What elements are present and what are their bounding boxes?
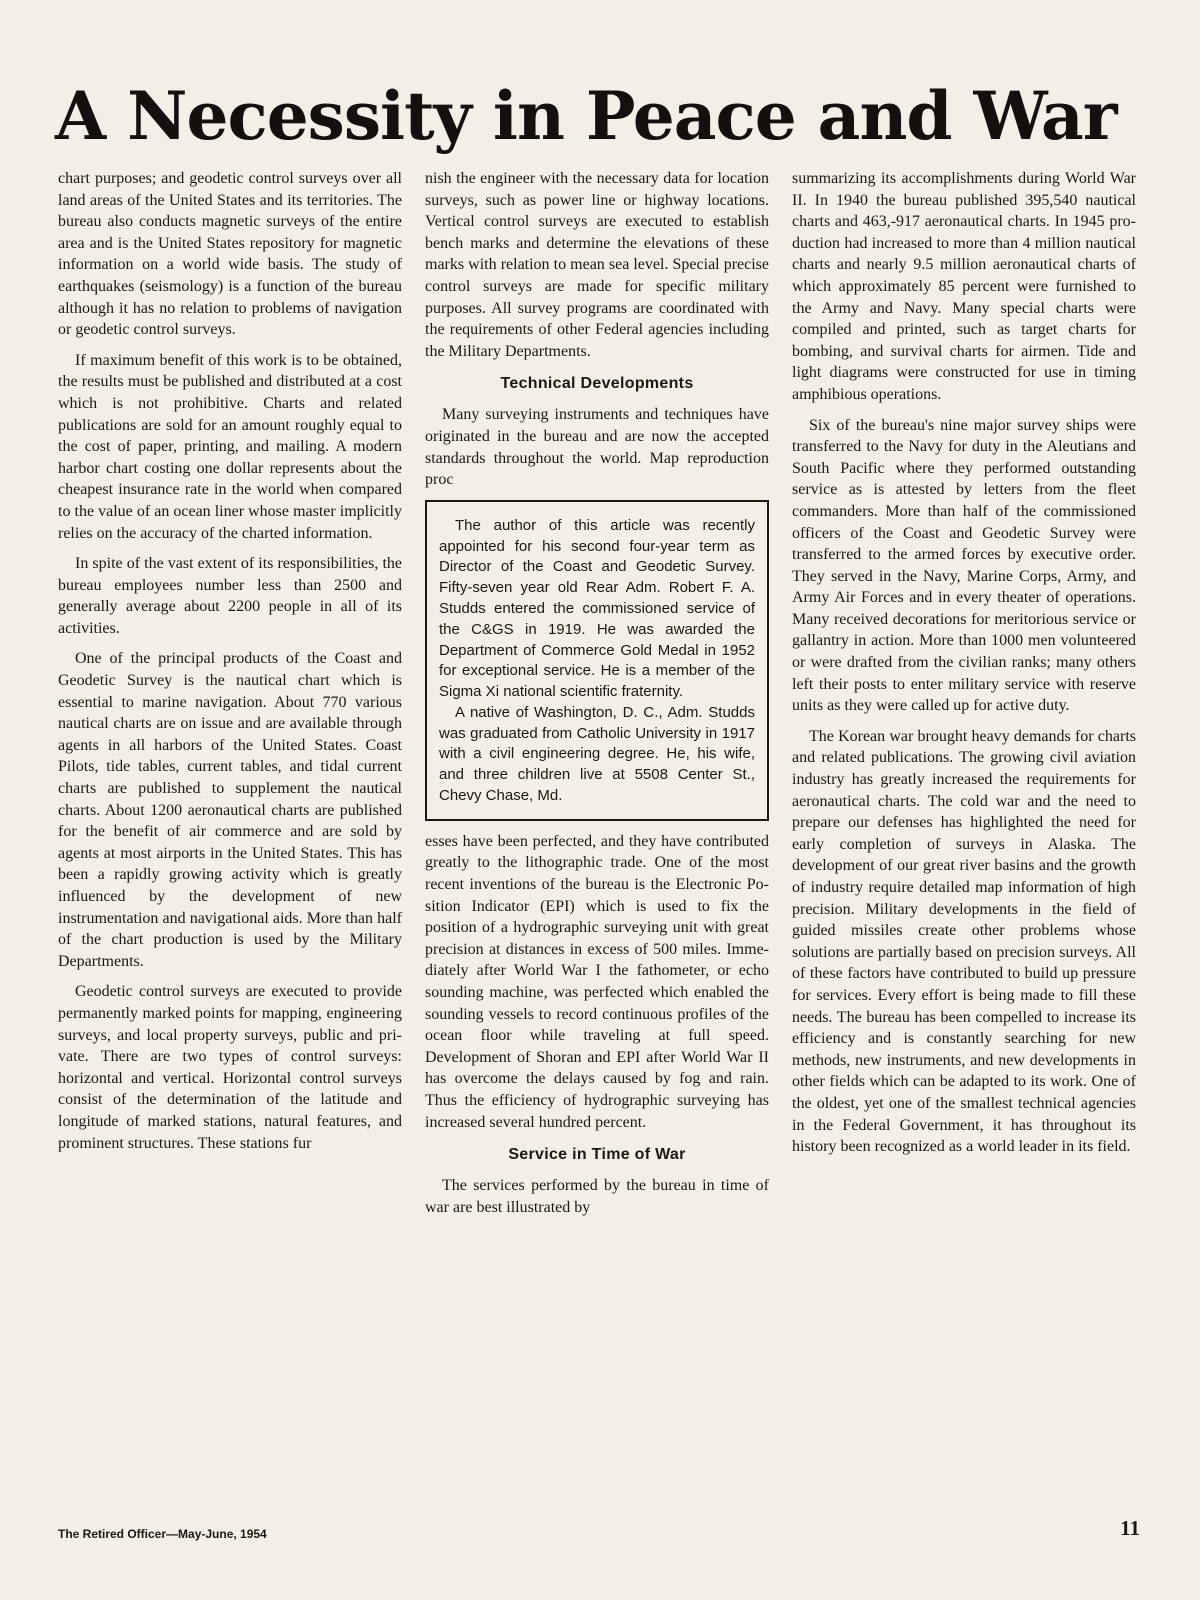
paragraph: chart purposes; and geodetic control surveys over all land areas of the United States and its territories. The bureau also conducts magnetic surveys of the entire area and is the United States repository for magnetic information on a world wide basis. The study of earthquakes (seismology) is a function of the bureau although it has no relation to problems of navigation or geodetic control surveys. (58, 170, 402, 339)
column-3 (792, 168, 1136, 1167)
author-bio-box (425, 500, 769, 821)
paragraph: Geodetic control surveys are executed to provide permanently marked points for mapping, engineering surveys, and local property surveys, public and private. There are two types of control surveys: horizontal and vertical. Horizontal control surveys consist of the determination of the latitude and longitude of marked stations, natural features, and prominent structures. These stations fur (58, 983, 402, 1152)
page-title: A Necessity in Peace and War (55, 77, 1117, 155)
paragraph: One of the principal products of the Coast and Geodetic Survey is the nautical chart which is essential to marine navigation. About 770 various nautical charts are on issue and are available through agents in all harbors of the United States. Coast Pilots, tide tables, current tables, and tidal current charts are published to supplement the nautical charts. About 1200 aeronautical charts are published for the benefit of air commerce and are sold by agents at most airports in the United States. This has been a rapidly growing activity which is greatly influenced by the development of new instrumentation and navigational aids. More than half of the chart production is used by the Military Departments. (58, 650, 402, 970)
column-2 (425, 168, 769, 1227)
page-number: 11 (1120, 1516, 1140, 1540)
section-heading-service-in-war: Service in Time of War (508, 1146, 686, 1164)
paragraph: Many surveying instruments and techniques have originated in the bureau and are now the accepted standards throughout the world. Map reproduction proc (425, 406, 769, 489)
paragraph: esses have been perfected, and they have contributed greatly to the lithographic trade. One of the most recent inventions of the bureau is the Electronic Position Indicator (EPI) which is used to fix the position of a hydrographic surveying unit with great precision at distances in excess of 500 miles. Immediately after World War I the fathometer, or echo sounding machine, was perfected which enabled the sounding vessels to record continuous profiles of the ocean floor while traveling at full speed. Development of Shoran and EPI after World War II has overcome the delays caused by fog and rain. Thus the efficiency of hydrographic surveying has increased several hundred percent. (425, 832, 769, 1131)
author-bio-paragraph: The author of this article was recently appointed for his second four-year term as Director of the Coast and Geodetic Survey. Fifty-seven year old Rear Adm. Robert F. A. Studds entered the commissioned service of the C&GS in 1919. He was awarded the Department of Commerce Gold Medal in 1952 for exceptional service. He is a member of the Sigma Xi national scientific fraternity. (439, 516, 755, 701)
paragraph: The services performed by the bureau in time of war are best illustrated by (425, 1177, 769, 1216)
author-bio-paragraph: A native of Washington, D. C., Adm. Studds was graduated from Catholic University in 1917 with a civil engineering degree. He, his wife, and three children live at 5508 Center St., Chevy Chase, Md. (439, 703, 755, 805)
column-1 (58, 168, 402, 1163)
paragraph: In spite of the vast extent of its responsibilities, the bureau employees number less than 2500 and generally average about 2200 people in all of its activities. (58, 555, 402, 637)
paragraph: The Korean war brought heavy demands for charts and related publications. The growing civil aviation industry has greatly increased the requirements for aeronautical charts. The cold war and the need to prepare our defenses has highlighted the need for early completion of surveys in Alaska. The development of our great river basins and the growth of industry require detailed map information of high precision. Military developments in the field of guided missiles create other problems whose solutions are partially based on precision surveys. All of these factors have contributed to build up pressure for services. Every effort is being made to fill these needs. The bureau has been compelled to increase its efficiency and is constantly searching for new methods, new instruments, and new developments in other fields which can be adapted to its work. One of the oldest, yet one of the smallest technical agencies in the Federal Government, it has throughout its history been recognized as a world leader in its field. (792, 727, 1136, 1156)
paragraph: nish the engineer with the necessary data for location surveys, such as power line or highway locations. Vertical control surveys are executed to establish bench marks and determine the elevations of these marks with relation to mean sea level. Special precise control surveys are made for specific military purposes. All survey programs are coordinated with the requirements of other Federal agencies including the Military Departments. (425, 170, 769, 360)
paragraph: If maximum benefit of this work is to be obtained, the results must be published and distributed at a cost which is not prohibitive. Charts and related publications are sold for an amount roughly equal to the cost of paper, printing, and mailing. A modern harbor chart costing one dollar represents about the cheapest insurance rate in the world when compared to the value of an ocean liner whose master implicitly relies on the accuracy of the charted information. (58, 351, 402, 542)
paragraph: summarizing its accomplishments during World War II. In 1940 the bureau published 395,540 nautical charts and 463,-917 aeronautical charts. In 1945 production had increased to more than 4 million nautical charts and nearly 9.5 million aeronautical charts of which approximately 85 percent were furnished to the Army and Navy. Many special charts were compiled and printed, such as target charts for bombing, and survival charts for airmen. Tide and light diagrams were constructed for use in timing amphibious operations. (792, 170, 1136, 403)
paragraph: Six of the bureau's nine major survey ships were transferred to the Navy for duty in the Aleutians and South Pacific where they performed outstanding service as is attested by letters from the fleet commanders. More than half of the commissioned officers of the Coast and Geodetic Survey were transferred to the armed forces by executive order. They served in the Navy, Marine Corps, Army, and Army Air Forces and in every theater of operations. Many received decorations for meritorious service or gallantry in action. More than 1000 men volunteered or were drafted from the civilian ranks; many others left their posts to enter military service with reserve units as they were called up for active duty. (792, 416, 1136, 715)
footer-publication: The Retired Officer—May-June, 1954 (58, 1527, 267, 1541)
section-heading-technical-developments: Technical Developments (500, 375, 694, 393)
